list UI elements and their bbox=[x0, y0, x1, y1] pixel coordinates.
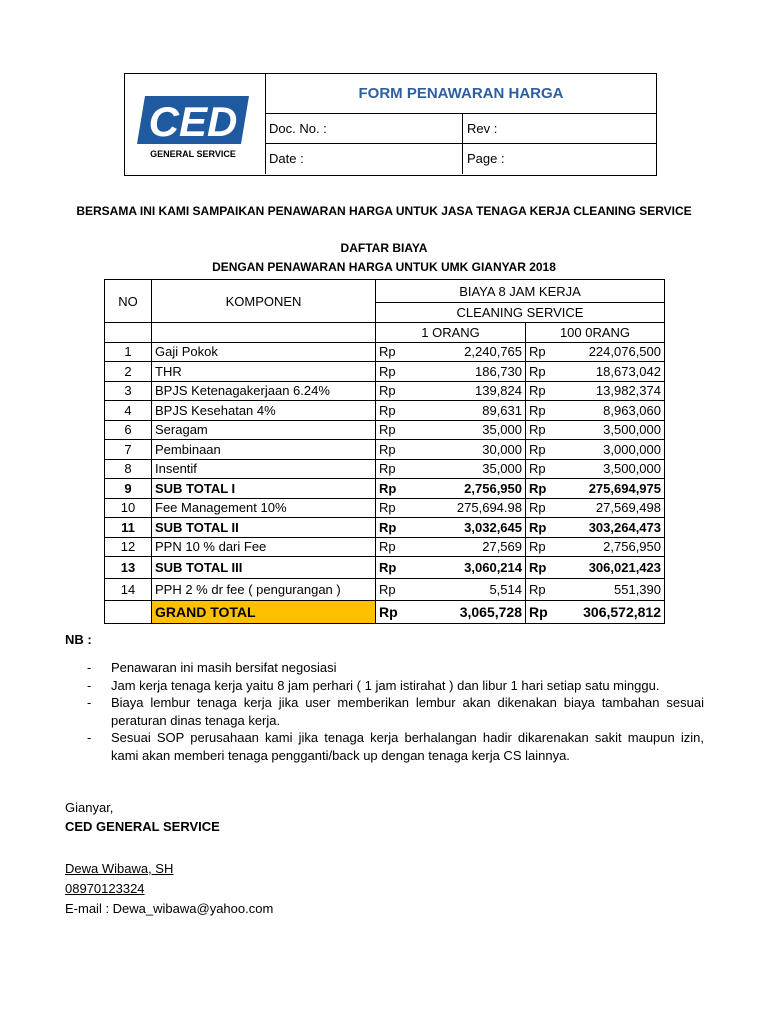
date-label: Date : bbox=[266, 144, 463, 174]
note-item: - Jam kerja tenaga kerja yaitu 8 jam perhari ( 1 jam istirahat ) dan libur 1 hari setiap satu minggu. bbox=[87, 677, 704, 695]
row-value-1orang: 5,514 bbox=[412, 579, 526, 601]
row-rp: Rp bbox=[526, 498, 562, 518]
form-header bbox=[124, 73, 657, 176]
row-value-100orang: 2,756,950 bbox=[562, 537, 665, 557]
row-rp: Rp bbox=[526, 579, 562, 601]
row-no: 6 bbox=[105, 420, 152, 440]
row-komponen: SUB TOTAL II bbox=[152, 518, 376, 538]
table-row bbox=[105, 498, 665, 518]
row-value-100orang: 8,963,060 bbox=[562, 401, 665, 421]
row-value-1orang: 2,240,765 bbox=[412, 342, 526, 362]
row-no: 14 bbox=[105, 579, 152, 601]
row-value-1orang: 275,694.98 bbox=[412, 498, 526, 518]
row-rp: Rp bbox=[376, 459, 412, 479]
row-no: 4 bbox=[105, 401, 152, 421]
row-value-1orang: 139,824 bbox=[412, 381, 526, 401]
row-komponen: Fee Management 10% bbox=[152, 498, 376, 518]
row-value-1orang: 3,032,645 bbox=[412, 518, 526, 538]
table-row bbox=[105, 459, 665, 479]
row-rp: Rp bbox=[376, 342, 412, 362]
header-row-doc bbox=[266, 114, 656, 144]
row-rp: Rp bbox=[376, 479, 412, 499]
form-title: FORM PENAWARAN HARGA bbox=[266, 74, 656, 114]
row-no: 8 bbox=[105, 459, 152, 479]
col-100orang-header: 100 0RANG bbox=[526, 323, 665, 343]
col-komponen-header: KOMPONEN bbox=[152, 280, 376, 323]
row-rp: Rp bbox=[526, 518, 562, 538]
ced-logo bbox=[137, 92, 257, 162]
row-komponen: SUB TOTAL III bbox=[152, 557, 376, 579]
row-value-100orang: 551,390 bbox=[562, 579, 665, 601]
row-rp: Rp bbox=[526, 537, 562, 557]
table-row bbox=[105, 362, 665, 382]
row-value-100orang: 18,673,042 bbox=[562, 362, 665, 382]
row-value-100orang: 275,694,975 bbox=[562, 479, 665, 499]
note-item: - Biaya lembur tenaga kerja jika user memberikan lembur akan dikenakan biaya tambahan sesuai peraturan dinas tenaga kerja. bbox=[87, 694, 704, 729]
table-row bbox=[105, 440, 665, 460]
row-rp: Rp bbox=[526, 342, 562, 362]
row-rp: Rp bbox=[526, 557, 562, 579]
row-value-100orang: 3,000,000 bbox=[562, 440, 665, 460]
row-value-1orang: 30,000 bbox=[412, 440, 526, 460]
row-no: 13 bbox=[105, 557, 152, 579]
svg-text:GENERAL SERVICE: GENERAL SERVICE bbox=[150, 149, 236, 159]
row-rp: Rp bbox=[376, 557, 412, 579]
row-rp: Rp bbox=[376, 362, 412, 382]
row-no: 11 bbox=[105, 518, 152, 538]
row-komponen: THR bbox=[152, 362, 376, 382]
doc-no-label: Doc. No. : bbox=[266, 114, 463, 143]
row-komponen: BPJS Kesehatan 4% bbox=[152, 401, 376, 421]
table-row bbox=[105, 479, 665, 499]
sign-place: Gianyar, bbox=[65, 800, 114, 815]
table-row bbox=[105, 420, 665, 440]
row-komponen: PPH 2 % dr fee ( pengurangan ) bbox=[152, 579, 376, 601]
row-value-1orang: 35,000 bbox=[412, 420, 526, 440]
row-komponen: Pembinaan bbox=[152, 440, 376, 460]
row-value-1orang: 27,569 bbox=[412, 537, 526, 557]
sign-email: E-mail : Dewa_wibawa@yahoo.com bbox=[65, 901, 274, 916]
list-title: DAFTAR BIAYA bbox=[340, 241, 428, 255]
list-subtitle: DENGAN PENAWARAN HARGA UNTUK UMK GIANYAR 2018 bbox=[212, 260, 556, 274]
row-komponen: SUB TOTAL I bbox=[152, 479, 376, 499]
table-row bbox=[105, 557, 665, 579]
row-rp: Rp bbox=[376, 579, 412, 601]
table-row bbox=[105, 518, 665, 538]
row-no: 9 bbox=[105, 479, 152, 499]
row-rp: Rp bbox=[526, 420, 562, 440]
row-rp: Rp bbox=[376, 537, 412, 557]
cost-table: NO KOMPONEN BIAYA 8 JAM KERJA CLEANING SERVICE 1 ORANG 100 0RANG 1 Gaji Pokok Rp 2,240,765 Rp 224,076,500 2 THR Rp 186,730 Rp 18,673,042 3 BPJS Ketenagakerjaan 6.24% Rp 139,824 Rp 13,982,374 4 BPJS Kesehatan 4% Rp 89,631 Rp 8,963,060 6 Seragam Rp 35,000 Rp 3,500,000 7 Pembinaan Rp 30,000 Rp 3,000,000 8 Insentif Rp 35,000 Rp 3,500,000 9 SUB TOTAL I Rp 2,756,950 Rp 275,694,975 10 Fee Management 10% Rp 275,694.98 Rp 27,569,498 11 SUB TOTAL II Rp 3,032,645 Rp 303,264,473 12 PPN 10 % dari Fee Rp 27,569 Rp 2,756,950 13 SUB TOTAL III Rp 3,060,214 Rp 306,021,423 14 PPH 2 % dr fee ( pengurangan ) Rp 5,514 Rp 551,390 GRAND TOTAL Rp 3,065,728 Rp 306,572,812 bbox=[104, 279, 665, 624]
row-rp: Rp bbox=[526, 381, 562, 401]
table-row bbox=[105, 381, 665, 401]
row-komponen: BPJS Ketenagakerjaan 6.24% bbox=[152, 381, 376, 401]
row-value-1orang: 89,631 bbox=[412, 401, 526, 421]
sign-name: Dewa Wibawa, SH bbox=[65, 861, 174, 876]
row-komponen: PPN 10 % dari Fee bbox=[152, 537, 376, 557]
row-rp: Rp bbox=[376, 381, 412, 401]
sign-company: CED GENERAL SERVICE bbox=[65, 819, 220, 834]
intro-text: BERSAMA INI KAMI SAMPAIKAN PENAWARAN HARGA UNTUK JASA TENAGA KERJA CLEANING SERVICE bbox=[76, 204, 692, 218]
row-no: 10 bbox=[105, 498, 152, 518]
header-row-date bbox=[266, 144, 656, 174]
row-rp: Rp bbox=[376, 440, 412, 460]
row-komponen: Gaji Pokok bbox=[152, 342, 376, 362]
row-value-1orang: 186,730 bbox=[412, 362, 526, 382]
notes-list bbox=[87, 659, 704, 764]
col-service-header: CLEANING SERVICE bbox=[376, 303, 665, 323]
row-rp: Rp bbox=[526, 440, 562, 460]
logo-cell bbox=[125, 74, 266, 174]
row-rp: Rp bbox=[376, 518, 412, 538]
row-value-1orang: 35,000 bbox=[412, 459, 526, 479]
row-rp: Rp bbox=[526, 362, 562, 382]
nb-label: NB : bbox=[65, 632, 92, 647]
row-value-100orang: 13,982,374 bbox=[562, 381, 665, 401]
row-no: 2 bbox=[105, 362, 152, 382]
row-rp: Rp bbox=[526, 459, 562, 479]
grand-total-label: GRAND TOTAL bbox=[152, 601, 376, 624]
grand-total-1: 3,065,728 bbox=[412, 601, 526, 624]
table-row bbox=[105, 342, 665, 362]
note-item: - Penawaran ini masih bersifat negosiasi bbox=[87, 659, 704, 677]
rev-label: Rev : bbox=[467, 121, 498, 136]
col-1orang-header: 1 ORANG bbox=[376, 323, 526, 343]
row-rp: Rp bbox=[376, 420, 412, 440]
table-row bbox=[105, 537, 665, 557]
row-no: 7 bbox=[105, 440, 152, 460]
page-label: Page : bbox=[467, 151, 505, 166]
col-biaya-header: BIAYA 8 JAM KERJA bbox=[376, 280, 665, 303]
row-value-100orang: 224,076,500 bbox=[562, 342, 665, 362]
row-rp: Rp bbox=[376, 401, 412, 421]
col-no-header: NO bbox=[105, 280, 152, 323]
row-value-1orang: 2,756,950 bbox=[412, 479, 526, 499]
row-rp: Rp bbox=[526, 401, 562, 421]
row-no: 3 bbox=[105, 381, 152, 401]
row-no: 1 bbox=[105, 342, 152, 362]
table-row bbox=[105, 579, 665, 601]
row-komponen: Insentif bbox=[152, 459, 376, 479]
row-value-100orang: 303,264,473 bbox=[562, 518, 665, 538]
svg-text:CED: CED bbox=[148, 98, 238, 145]
row-value-100orang: 27,569,498 bbox=[562, 498, 665, 518]
row-value-100orang: 3,500,000 bbox=[562, 420, 665, 440]
sign-phone: 08970123324 bbox=[65, 881, 145, 896]
row-value-1orang: 3,060,214 bbox=[412, 557, 526, 579]
grand-total-100: 306,572,812 bbox=[562, 601, 665, 624]
row-komponen: Seragam bbox=[152, 420, 376, 440]
row-value-100orang: 3,500,000 bbox=[562, 459, 665, 479]
row-no: 12 bbox=[105, 537, 152, 557]
row-rp: Rp bbox=[376, 498, 412, 518]
row-value-100orang: 306,021,423 bbox=[562, 557, 665, 579]
note-item: - Sesuai SOP perusahaan kami jika tenaga kerja berhalangan hadir dikarenakan sakit maupun izin, kami akan memberi tenaga pengganti/back up dengan tenaga kerja CS lainnya. bbox=[87, 729, 704, 764]
row-rp: Rp bbox=[526, 479, 562, 499]
table-row bbox=[105, 401, 665, 421]
